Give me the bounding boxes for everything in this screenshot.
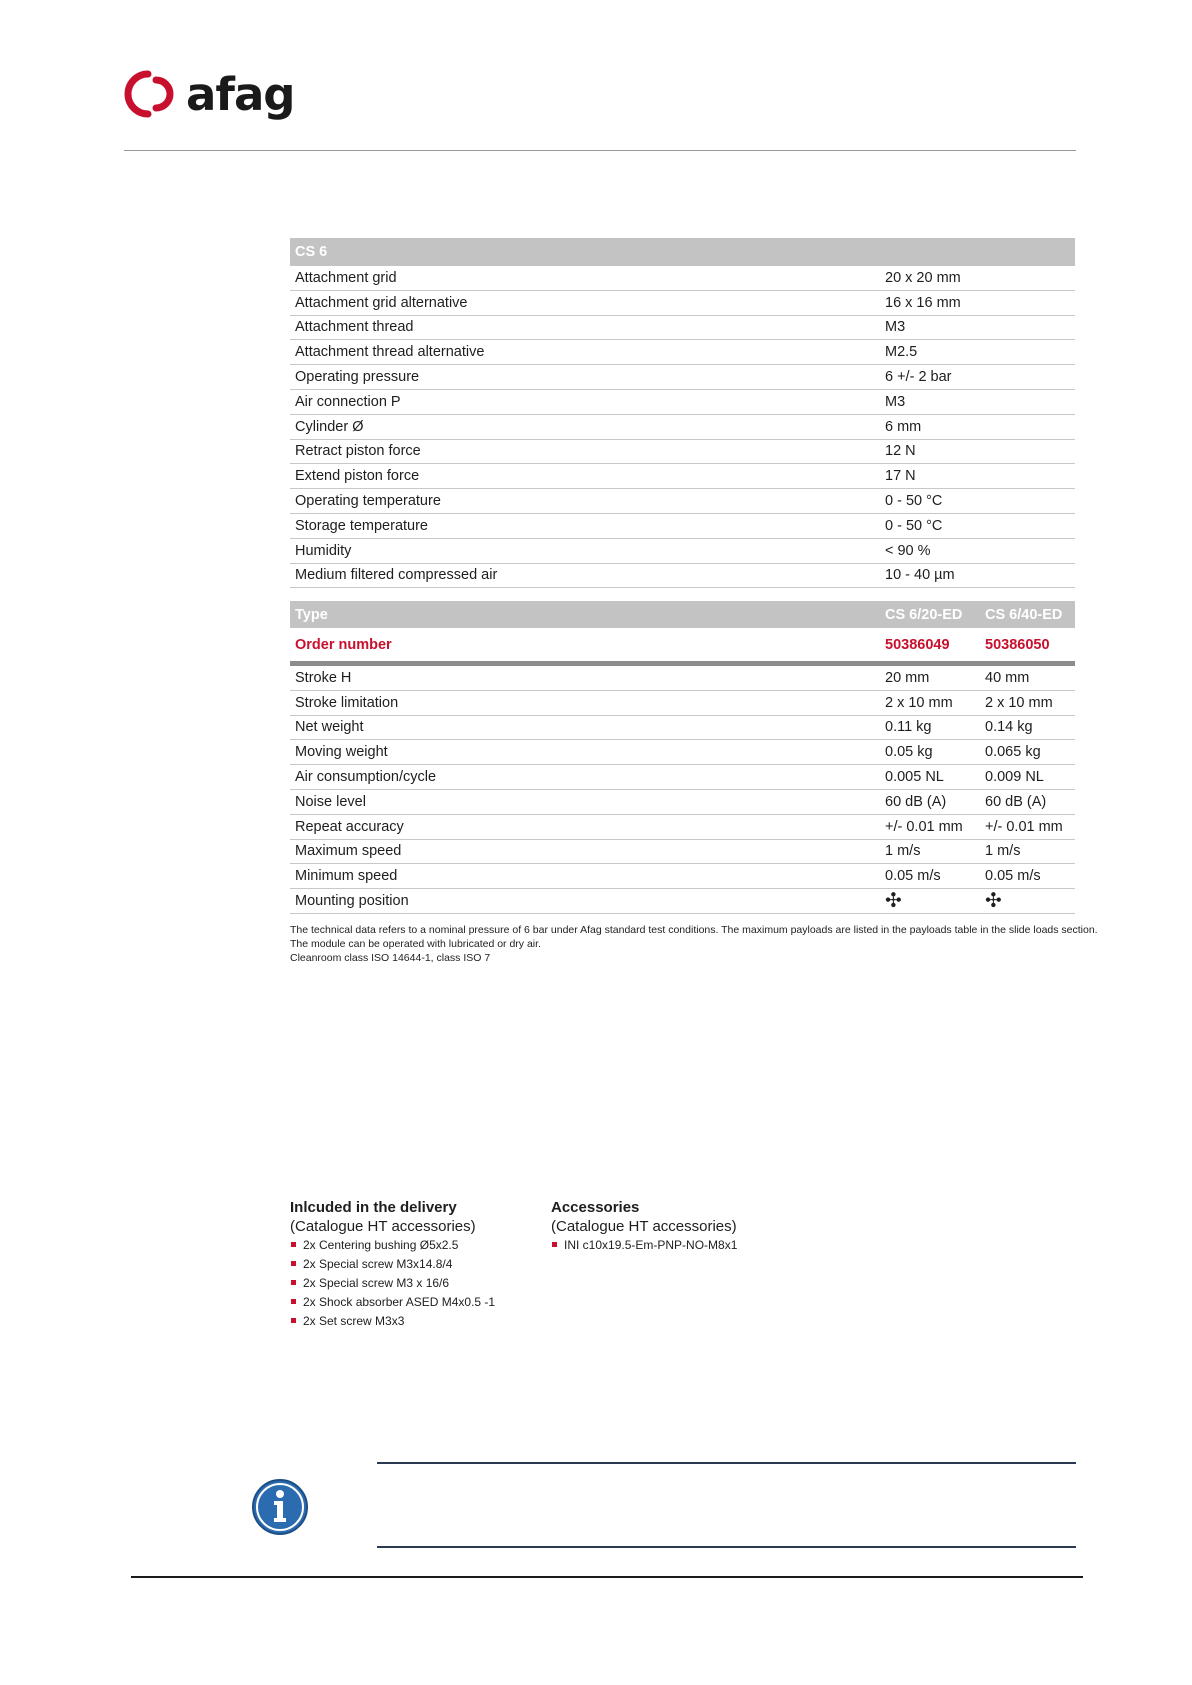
order-number-row [290, 628, 1075, 664]
spec-label: Medium filtered compressed air [290, 563, 880, 588]
note-line: The technical data refers to a nominal pressure of 6 bar under Afag standard test conditions. The maximum payloads are listed in the payloads table in the slide loads section. [290, 924, 1098, 936]
type-col2-value: 0.009 NL [980, 765, 1075, 790]
type-header-label: Type [290, 601, 880, 628]
table-row [290, 464, 1075, 489]
spec-table-header [290, 238, 1075, 266]
delivery-title: Inlcuded in the delivery [290, 1199, 457, 1216]
spec-label: Air connection P [290, 389, 880, 414]
spec-label: Attachment thread [290, 315, 880, 340]
table-row [290, 664, 1075, 691]
mounting-position-label: Mounting position [290, 889, 880, 914]
spec-value: M2.5 [880, 340, 1075, 365]
footer-divider [131, 1576, 1083, 1578]
type-label: Moving weight [290, 740, 880, 765]
spec-label: Cylinder Ø [290, 414, 880, 439]
table-row [290, 563, 1075, 588]
type-header-col2: CS 6/40-ED [980, 601, 1075, 628]
type-label: Stroke limitation [290, 690, 880, 715]
type-col1-value: 2 x 10 mm [880, 690, 980, 715]
type-table [290, 601, 1075, 914]
accessories-section [551, 1198, 737, 1255]
type-header-col1: CS 6/20-ED [880, 601, 980, 628]
delivery-list [290, 1236, 495, 1331]
type-label: Noise level [290, 789, 880, 814]
type-col2-value: 0.05 m/s [980, 864, 1075, 889]
table-row [290, 889, 1075, 914]
type-col1-value: 0.11 kg [880, 715, 980, 740]
spec-label: Storage temperature [290, 513, 880, 538]
type-col2-value: 2 x 10 mm [980, 690, 1075, 715]
info-icon [251, 1478, 309, 1536]
spec-value: M3 [880, 315, 1075, 340]
order-number-col2: 50386050 [980, 628, 1075, 664]
table-row [290, 715, 1075, 740]
spec-label: Retract piston force [290, 439, 880, 464]
table-row [290, 414, 1075, 439]
table-row [290, 538, 1075, 563]
info-box-bottom-rule [377, 1546, 1076, 1548]
type-label: Net weight [290, 715, 880, 740]
spec-value: 20 x 20 mm [880, 266, 1075, 290]
list-item: 2x Special screw M3 x 16/6 [290, 1274, 495, 1293]
order-number-label: Order number [290, 628, 880, 664]
spec-label: Attachment grid [290, 266, 880, 290]
table-row [290, 315, 1075, 340]
list-item: 2x Special screw M3x14.8/4 [290, 1255, 495, 1274]
type-label: Minimum speed [290, 864, 880, 889]
table-row [290, 513, 1075, 538]
type-col2-value: 0.14 kg [980, 715, 1075, 740]
note-line: Cleanroom class ISO 14644-1, class ISO 7 [290, 952, 491, 964]
spec-label: Operating pressure [290, 365, 880, 390]
note-line: The module can be operated with lubricated or dry air. [290, 938, 541, 950]
type-label: Stroke H [290, 664, 880, 691]
spec-value: 10 - 40 µm [880, 563, 1075, 588]
type-label: Air consumption/cycle [290, 765, 880, 790]
table-row [290, 690, 1075, 715]
table-row [290, 266, 1075, 290]
type-col1-value: 0.05 kg [880, 740, 980, 765]
spec-value: 16 x 16 mm [880, 290, 1075, 315]
spec-label: Operating temperature [290, 489, 880, 514]
table-row [290, 365, 1075, 390]
delivery-section [290, 1198, 495, 1331]
info-box-top-rule [377, 1462, 1076, 1464]
type-col2-value: +/- 0.01 mm [980, 814, 1075, 839]
spec-value: < 90 % [880, 538, 1075, 563]
spec-value: 12 N [880, 439, 1075, 464]
accessories-list [551, 1236, 737, 1255]
table-row [290, 864, 1075, 889]
mounting-position-col1 [880, 889, 980, 914]
mounting-position-icon: ✣ [885, 890, 902, 913]
brand-name: afag [186, 67, 295, 121]
list-item: 2x Centering bushing Ø5x2.5 [290, 1236, 495, 1255]
type-col1-value: +/- 0.01 mm [880, 814, 980, 839]
table-row [290, 439, 1075, 464]
order-number-col1: 50386049 [880, 628, 980, 664]
table-row [290, 765, 1075, 790]
delivery-subtitle: (Catalogue HT accessories) [290, 1218, 476, 1235]
type-col1-value: 0.005 NL [880, 765, 980, 790]
list-item: 2x Set screw M3x3 [290, 1312, 495, 1331]
table-row [290, 489, 1075, 514]
accessories-title: Accessories [551, 1199, 640, 1216]
list-item: INI c10x19.5-Em-PNP-NO-M8x1 [551, 1236, 737, 1255]
type-col1-value: 60 dB (A) [880, 789, 980, 814]
header-divider [124, 150, 1076, 151]
spec-label: Attachment grid alternative [290, 290, 880, 315]
table-row [290, 839, 1075, 864]
type-label: Repeat accuracy [290, 814, 880, 839]
spec-label: Extend piston force [290, 464, 880, 489]
spec-value: 17 N [880, 464, 1075, 489]
type-label: Maximum speed [290, 839, 880, 864]
type-col1-value: 0.05 m/s [880, 864, 980, 889]
table-row [290, 290, 1075, 315]
table-row [290, 389, 1075, 414]
spec-label: Humidity [290, 538, 880, 563]
afag-logo [124, 64, 295, 124]
type-col1-value: 20 mm [880, 664, 980, 691]
spec-value: M3 [880, 389, 1075, 414]
table-row [290, 814, 1075, 839]
type-col2-value: 1 m/s [980, 839, 1075, 864]
spec-table-title: CS 6 [290, 238, 1075, 266]
type-col2-value: 60 dB (A) [980, 789, 1075, 814]
technical-notes [290, 923, 1098, 965]
mounting-position-col2 [980, 889, 1075, 914]
type-table-header [290, 601, 1075, 628]
mounting-position-icon: ✣ [985, 890, 1002, 913]
afag-logo-mark-icon [124, 68, 180, 120]
accessories-subtitle: (Catalogue HT accessories) [551, 1218, 737, 1235]
list-item: 2x Shock absorber ASED M4x0.5 -1 [290, 1293, 495, 1312]
table-row [290, 789, 1075, 814]
table-row [290, 340, 1075, 365]
spec-value: 6 mm [880, 414, 1075, 439]
table-row [290, 740, 1075, 765]
spec-table [290, 238, 1075, 588]
type-col1-value: 1 m/s [880, 839, 980, 864]
spec-value: 0 - 50 °C [880, 513, 1075, 538]
type-col2-value: 40 mm [980, 664, 1075, 691]
spec-value: 6 +/- 2 bar [880, 365, 1075, 390]
spec-value: 0 - 50 °C [880, 489, 1075, 514]
spec-label: Attachment thread alternative [290, 340, 880, 365]
type-col2-value: 0.065 kg [980, 740, 1075, 765]
